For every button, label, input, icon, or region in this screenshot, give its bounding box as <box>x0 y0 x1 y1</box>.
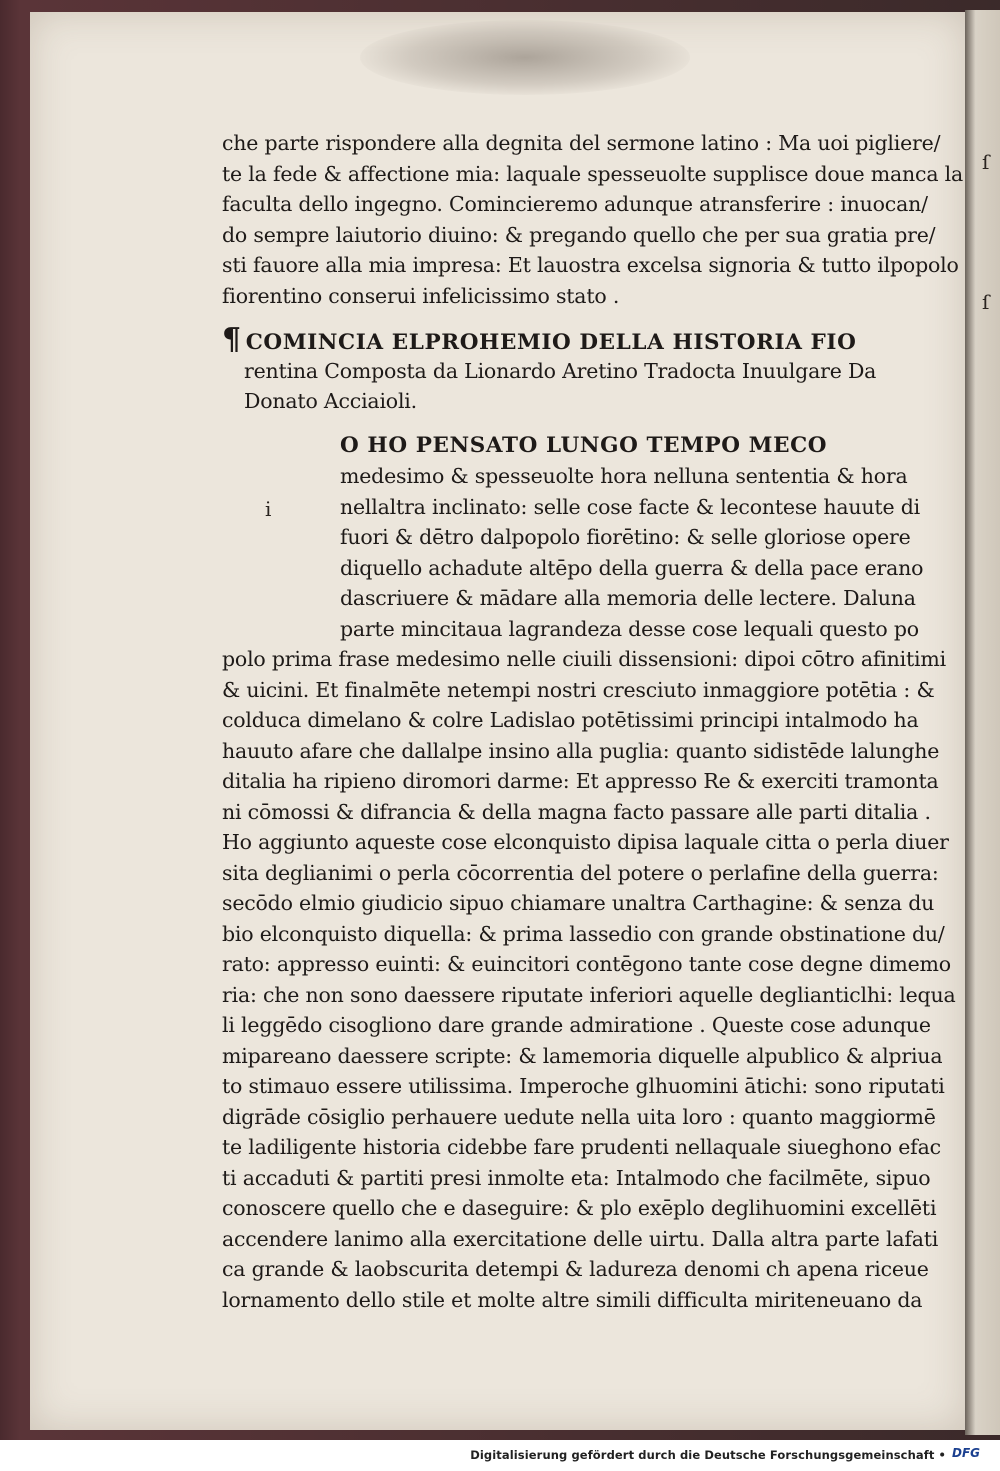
text-line: lornamento dello stile et molte altre simili difficulta miriteneuano da <box>222 1287 923 1312</box>
text-line: nellaltra inclinato: selle cose facte & lecontese hauute di <box>340 494 920 519</box>
text-line: polo prima frase medesimo nelle ciuili dissensioni: dipoi cōtro afinitimi <box>222 647 946 671</box>
text-line: ditalia ha ripieno diromori darme: Et appresso Re & exerciti tramonta <box>222 769 939 793</box>
body-paragraph <box>222 644 956 1315</box>
adjacent-page-mark: ſ <box>982 290 990 314</box>
text-line: digrāde cōsiglio perhauere uedute nella uita loro : quanto maggiormē <box>222 1104 936 1129</box>
pilcrow-mark: ¶ <box>222 322 242 357</box>
spacer <box>222 311 862 325</box>
text-line: diquello achadute altēpo della guerra & della pace erano <box>340 555 924 580</box>
text-line: conoscere quello che e daseguire: & plo exēplo deglihuomini excellēti <box>222 1196 937 1220</box>
text-line: te ladiligente historia cidebbe fare prudenti nellaquale siueghono efac <box>222 1135 941 1159</box>
text-line: hauuto afare che dallalpe insino alla puglia: quanto sidistēde lalunghe <box>222 738 940 763</box>
text-line: bio elconquisto diquella: & prima lassedio con grande obstinatione du/ <box>222 921 945 946</box>
text-line: te la fede & affectione mia: laquale spesseuolte supplisce doue manca la <box>222 161 964 186</box>
text-line: che parte rispondere alla degnita del sermone latino : Ma uoi pigliere/ <box>222 131 941 155</box>
text-line: accendere lanimo alla exercitatione delle uirtu. Dalla altra parte lafati <box>222 1226 939 1251</box>
spacer <box>222 417 862 431</box>
heading-line: Donato Acciaioli. <box>244 389 417 413</box>
text-line: fiorentino conserui infelicissimo stato . <box>222 283 620 308</box>
text-line: dascriuere & mādare alla memoria delle lectere. Daluna <box>340 586 916 610</box>
text-line: mipareano daessere scripte: & lamemoria diquelle alpublico & alpriua <box>222 1043 943 1068</box>
heading-title: COMINCIA ELPROHEMIO DELLA HISTORIA FIO <box>245 330 857 355</box>
margin-note-i: i <box>265 497 272 521</box>
chapter-heading <box>222 322 877 417</box>
text-line: parte mincitaua lagrandeza desse cose lequali questo po <box>340 616 919 641</box>
text-line: ria: che non sono daessere riputate inferiori aquelle deglianticlhi: lequa <box>222 982 956 1007</box>
heading-line <box>222 322 862 357</box>
adjacent-page-mark: ſ <box>982 150 990 174</box>
dfg-logo: DFG <box>952 1446 981 1460</box>
text-line: & uicini. Et finalmēte netempi nostri cresciuto inmaggiore potētia : & <box>222 677 935 702</box>
text-line: medesimo & spesseuolte hora nelluna sententia & hora <box>340 464 908 488</box>
top-paragraph <box>222 128 964 311</box>
heading-line: rentina Composta da Lionardo Aretino Tradocta Inuulgare Da <box>244 358 877 383</box>
text-line: colduca dimelano & colre Ladislao potētissimi principi intalmodo ha <box>222 708 919 732</box>
adjacent-page-edge <box>965 10 1000 1435</box>
text-line: to stimauo essere utilissima. Imperoche glhuomini ātichi: sono riputati <box>222 1074 945 1098</box>
text-line: Ho aggiunto aqueste cose elconquisto dipisa laquale citta o perla diuer <box>222 830 949 854</box>
footer-bar <box>0 1440 1000 1471</box>
text-line: ni cōmossi & difrancia & della magna facto passare alle parti ditalia . <box>222 799 931 824</box>
text-line: fuori & dētro dalpopolo fiorētino: & selle gloriose opere <box>340 525 911 549</box>
text-line: do sempre laiutorio diuino: & pregando quello che per sua gratia pre/ <box>222 222 936 247</box>
text-line: sita deglianimi o perla cōcorrentia del potere o perlafine della guerra: <box>222 860 939 885</box>
text-line: faculta dello ingegno. Comincieremo adunque atransferire : inuocan/ <box>222 192 928 216</box>
text-line: secōdo elmio giudicio sipuo chiamare unaltra Carthagine: & senza du <box>222 891 935 915</box>
text-line: rato: appresso euinti: & euincitori contēgono tante cose degne dimemo <box>222 952 951 976</box>
funding-credit: Digitalisierung gefördert durch die Deutsche Forschungsgemeinschaft • <box>470 1448 946 1462</box>
text-line: sti fauore alla mia impresa: Et lauostra excelsa signoria & tutto ilpopolo <box>222 253 959 277</box>
text-line: ca grande & laobscurita detempi & ladureza denomi ch apena riceue <box>222 1257 929 1281</box>
text-line: O HO PENSATO LUNGO TEMPO MECO <box>340 432 828 458</box>
page-text <box>222 128 964 1315</box>
indented-opening <box>222 431 924 645</box>
water-stain <box>360 20 690 95</box>
text-line: ti accaduti & partiti presi inmolte eta: Intalmodo che facilmēte, sipuo <box>222 1165 931 1190</box>
text-line: li leggēdo cisogliono dare grande admiratione . Queste cose adunque <box>222 1013 931 1037</box>
